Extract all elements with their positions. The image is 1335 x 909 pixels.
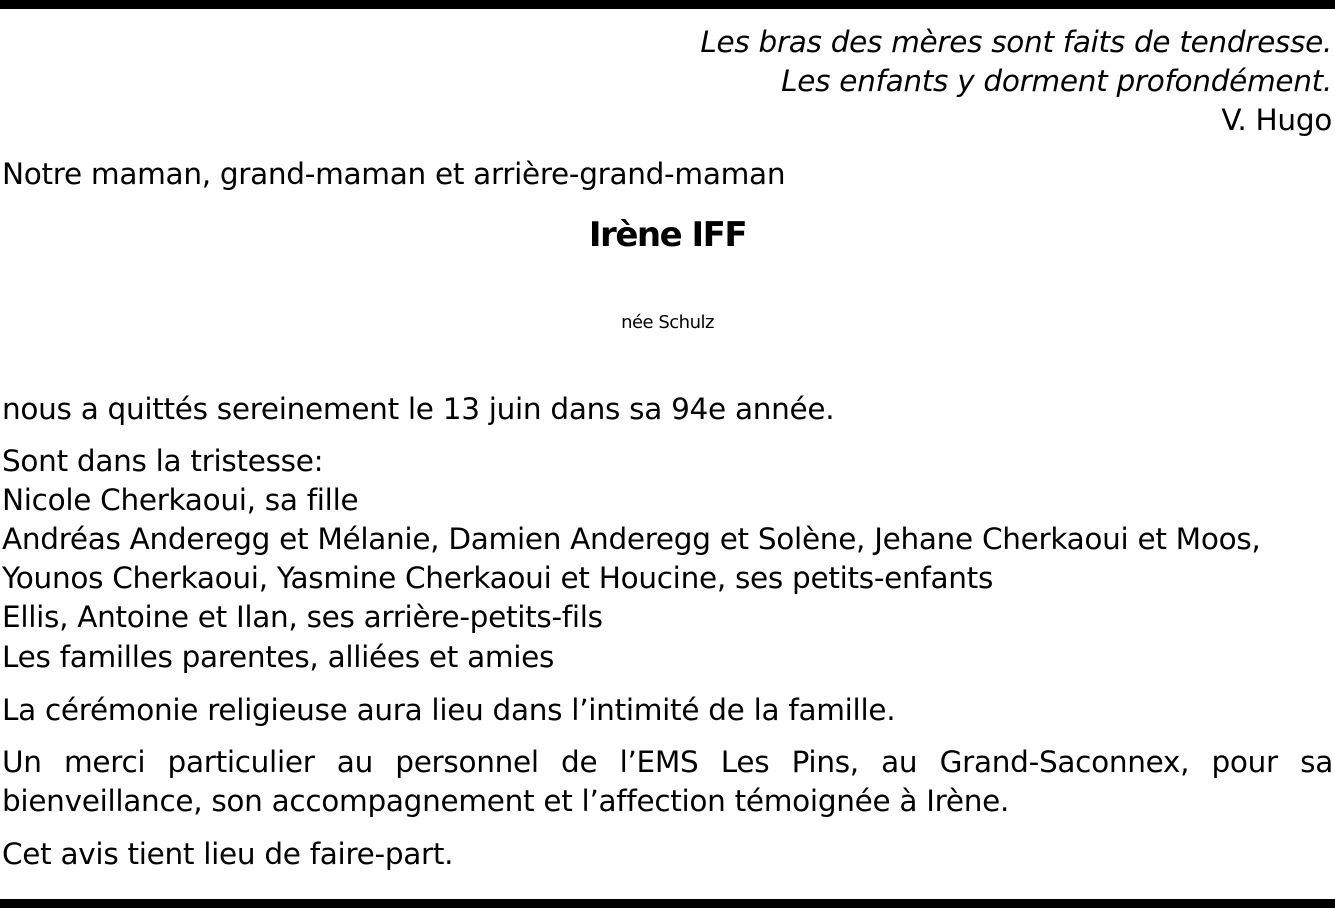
mourners-heading: Sont dans la tristesse: [2,444,324,478]
epigraph-line-1: Les bras des mères sont faits de tendresse. [700,25,1332,59]
mourner-line: Nicole Cherkaoui, sa fille [2,483,359,517]
intro-text: Notre maman, grand-maman et arrière-grand-maman [2,157,786,191]
ceremony-text: La cérémonie religieuse aura lieu dans l’intimité de la famille. [2,693,896,727]
epigraph-author: V. Hugo [1221,103,1332,137]
epigraph-line-2: Les enfants y dorment profondément. [781,64,1332,98]
mourner-line: Younos Cherkaoui, Yasmine Cherkaoui et Houcine, ses petits-enfants [2,561,994,595]
deceased-name: Irène IFF [588,215,747,255]
mourner-line: Les familles parentes, alliées et amies [2,640,555,674]
top-rule [0,0,1335,9]
closing-text: Cet avis tient lieu de faire-part. [2,837,454,871]
passing-text: nous a quittés sereinement le 13 juin dans sa 94e année. [2,392,835,426]
mourner-line: Andréas Anderegg et Mélanie, Damien Anderegg et Solène, Jehane Cherkaoui et Moos, [2,522,1261,556]
maiden-name: née Schulz [621,312,714,333]
bottom-rule [0,899,1335,908]
mourner-line: Ellis, Antoine et Ilan, ses arrière-petits-fils [2,600,603,634]
thanks-line-1: Un merci particulier au personnel de l’EMS Les Pins, au Grand-Saconnex, pour sa [2,745,1333,779]
thanks-line-2: bienveillance, son accompagnement et l’affection témoignée à Irène. [2,784,1010,818]
